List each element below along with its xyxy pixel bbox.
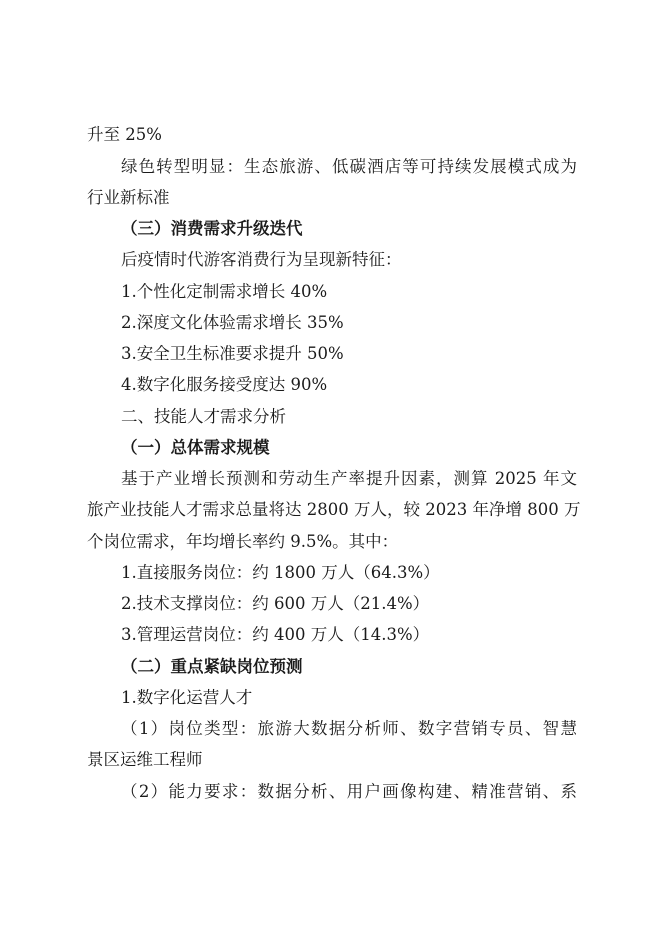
body-line: 景区运维工程师: [87, 750, 203, 769]
list-item: 3.安全卫生标准要求提升 50%: [121, 344, 344, 363]
list-item: 1.数字化运营人才: [121, 688, 253, 707]
subsection-heading: （三）消费需求升级迭代: [121, 219, 303, 238]
list-item: 1.个性化定制需求增长 40%: [121, 282, 328, 301]
body-line: 个岗位需求，年均增长率约 9.5%。其中：: [87, 532, 399, 551]
subsection-heading: （一）总体需求规模: [121, 438, 270, 457]
body-line: 绿色转型明显：生态旅游、低碳酒店等可持续发展模式成为: [121, 157, 577, 176]
body-line: 升至 25%: [87, 125, 162, 144]
list-item: 2.深度文化体验需求增长 35%: [121, 313, 344, 332]
list-item: 3.管理运营岗位：约 400 万人（14.3%）: [121, 625, 430, 644]
list-item: 4.数字化服务接受度达 90%: [121, 375, 328, 394]
section-heading: 二、技能人才需求分析: [121, 407, 286, 426]
list-item: 2.技术支撑岗位：约 600 万人（21.4%）: [121, 594, 430, 613]
list-item: 1.直接服务岗位：约 1800 万人（64.3%）: [121, 563, 440, 582]
body-line: （1）岗位类型：旅游大数据分析师、数字营销专员、智慧: [121, 719, 577, 738]
body-line: 基于产业增长预测和劳动生产率提升因素，测算 2025 年文: [121, 469, 577, 488]
body-line: 后疫情时代游客消费行为呈现新特征：: [121, 250, 402, 269]
subsection-heading: （二）重点紧缺岗位预测: [121, 657, 303, 676]
body-line: 旅产业技能人才需求总量将达 2800 万人，较 2023 年净增 800 万: [87, 500, 581, 519]
body-line: （2）能力要求：数据分析、用户画像构建、精准营销、系: [121, 782, 577, 801]
body-line: 行业新标准: [87, 188, 170, 207]
